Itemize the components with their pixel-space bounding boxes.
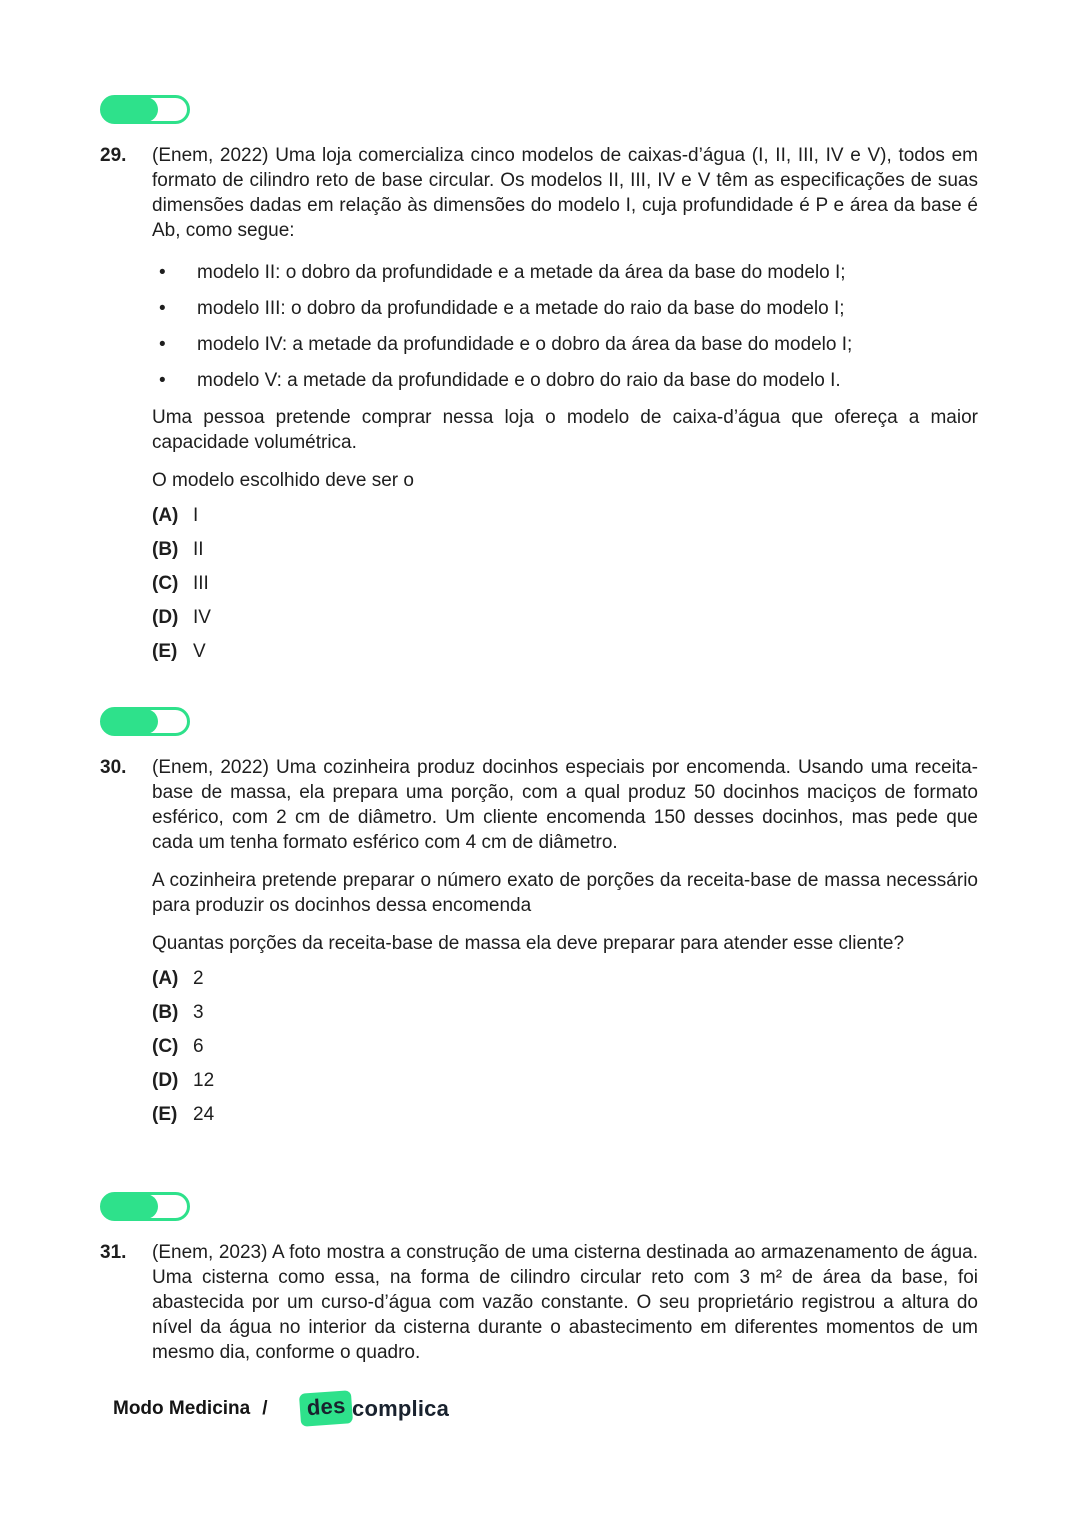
page-footer bbox=[113, 1392, 449, 1425]
question-intro: (Enem, 2022) Uma cozinheira produz docinhos especiais por encomenda. Usando uma receita-base de massa, ela prepara uma porção, com a qual produz 50 docinhos maciços de formato esférico, com 2 cm de diâmetro. Um cliente encomenda 150 desses docinhos, mas pede que cada um tenha formato esférico com 4 cm de diâmetro. bbox=[152, 757, 978, 853]
option-label: (A) bbox=[152, 968, 179, 989]
list-item bbox=[152, 332, 978, 357]
option-row-a bbox=[152, 503, 978, 528]
option-text: V bbox=[193, 641, 206, 662]
options-list bbox=[152, 503, 978, 664]
option-text: 2 bbox=[193, 968, 204, 989]
answer-visibility-toggle-icon[interactable] bbox=[100, 707, 190, 736]
option-row-b bbox=[152, 537, 978, 562]
footer-separator: / bbox=[262, 1397, 268, 1419]
list-item bbox=[152, 296, 978, 321]
option-row-a bbox=[152, 966, 978, 991]
option-row-b bbox=[152, 1000, 978, 1025]
answer-visibility-toggle-icon[interactable] bbox=[100, 1192, 190, 1221]
list-item bbox=[152, 260, 978, 285]
option-text: 6 bbox=[193, 1036, 204, 1057]
footer-brand-text: Modo Medicina bbox=[113, 1397, 251, 1419]
options-list bbox=[152, 966, 978, 1127]
option-text: I bbox=[193, 505, 199, 526]
toggle-on-fill bbox=[102, 97, 158, 122]
question-paragraph: Uma pessoa pretende comprar nessa loja o modelo de caixa-d’água que ofereça a maior capacidade volumétrica. bbox=[152, 407, 978, 453]
descomplica-logo bbox=[300, 1392, 450, 1425]
bullet-text: modelo V: a metade da profundidade e o dobro do raio da base do modelo I. bbox=[197, 370, 841, 391]
bullet-icon: • bbox=[159, 334, 166, 355]
option-row-c bbox=[152, 571, 978, 596]
option-text: II bbox=[193, 539, 204, 560]
bullet-icon: • bbox=[159, 262, 166, 283]
question-command: Quantas porções da receita-base de massa ela deve preparar para atender esse cliente? bbox=[152, 933, 905, 954]
question-command: O modelo escolhido deve ser o bbox=[152, 470, 414, 491]
bullet-icon: • bbox=[159, 370, 166, 391]
question-30 bbox=[100, 755, 978, 1136]
toggle-on-fill bbox=[102, 1194, 158, 1219]
bullet-list bbox=[152, 256, 978, 405]
question-number: 30. bbox=[100, 757, 127, 778]
option-label: (B) bbox=[152, 1002, 179, 1023]
option-label: (B) bbox=[152, 539, 179, 560]
question-number: 29. bbox=[100, 145, 127, 166]
question-intro: (Enem, 2023) A foto mostra a construção de uma cisterna destinada ao armazenamento de água. Uma cisterna como essa, na forma de cilindro circular reto com 3 m² de área da base, foi abastecida por um curso-d’água com vazão constante. O seu proprietário registrou a altura do nível da água no interior da cisterna durante o abastecimento em diferentes momentos de um mesmo dia, conforme o quadro. bbox=[152, 1242, 978, 1363]
option-text: 3 bbox=[193, 1002, 204, 1023]
option-label: (D) bbox=[152, 607, 179, 628]
option-text: III bbox=[193, 573, 209, 594]
option-row-d bbox=[152, 1068, 978, 1093]
option-text: 12 bbox=[193, 1070, 215, 1091]
option-row-c bbox=[152, 1034, 978, 1059]
bullet-icon: • bbox=[159, 298, 166, 319]
option-row-d bbox=[152, 605, 978, 630]
option-label: (D) bbox=[152, 1070, 179, 1091]
toggle-on-fill bbox=[102, 709, 158, 734]
question-intro: (Enem, 2022) Uma loja comercializa cinco modelos de caixas-d’água (I, II, III, IV e V), todos em formato de cilindro reto de base circular. Os modelos II, III, IV e V têm as especificações de suas dimensões dadas em relação às dimensões do modelo I, cuja profundidade é P e área da base é Ab, como segue: bbox=[152, 145, 978, 241]
answer-visibility-toggle-icon[interactable] bbox=[100, 95, 190, 124]
option-label: (A) bbox=[152, 505, 179, 526]
list-item bbox=[152, 368, 978, 393]
logo-complica-text: complica bbox=[352, 1395, 450, 1421]
option-text: IV bbox=[193, 607, 211, 628]
option-text: 24 bbox=[193, 1104, 215, 1125]
bullet-text: modelo IV: a metade da profundidade e o dobro da área da base do modelo I; bbox=[197, 334, 853, 355]
question-number: 31. bbox=[100, 1242, 127, 1263]
option-label: (C) bbox=[152, 1036, 179, 1057]
bullet-text: modelo III: o dobro da profundidade e a metade do raio da base do modelo I; bbox=[197, 298, 845, 319]
option-label: (E) bbox=[152, 1104, 178, 1125]
bullet-text: modelo II: o dobro da profundidade e a metade da área da base do modelo I; bbox=[197, 262, 846, 283]
option-row-e bbox=[152, 1102, 978, 1127]
question-paragraph: A cozinheira pretende preparar o número exato de porções da receita-base de massa necessário para produzir os docinhos dessa encomenda bbox=[152, 870, 978, 916]
option-label: (C) bbox=[152, 573, 179, 594]
option-row-e bbox=[152, 639, 978, 664]
option-label: (E) bbox=[152, 641, 178, 662]
question-29 bbox=[100, 143, 978, 673]
logo-des-badge: des bbox=[298, 1390, 352, 1427]
question-31 bbox=[100, 1240, 978, 1378]
